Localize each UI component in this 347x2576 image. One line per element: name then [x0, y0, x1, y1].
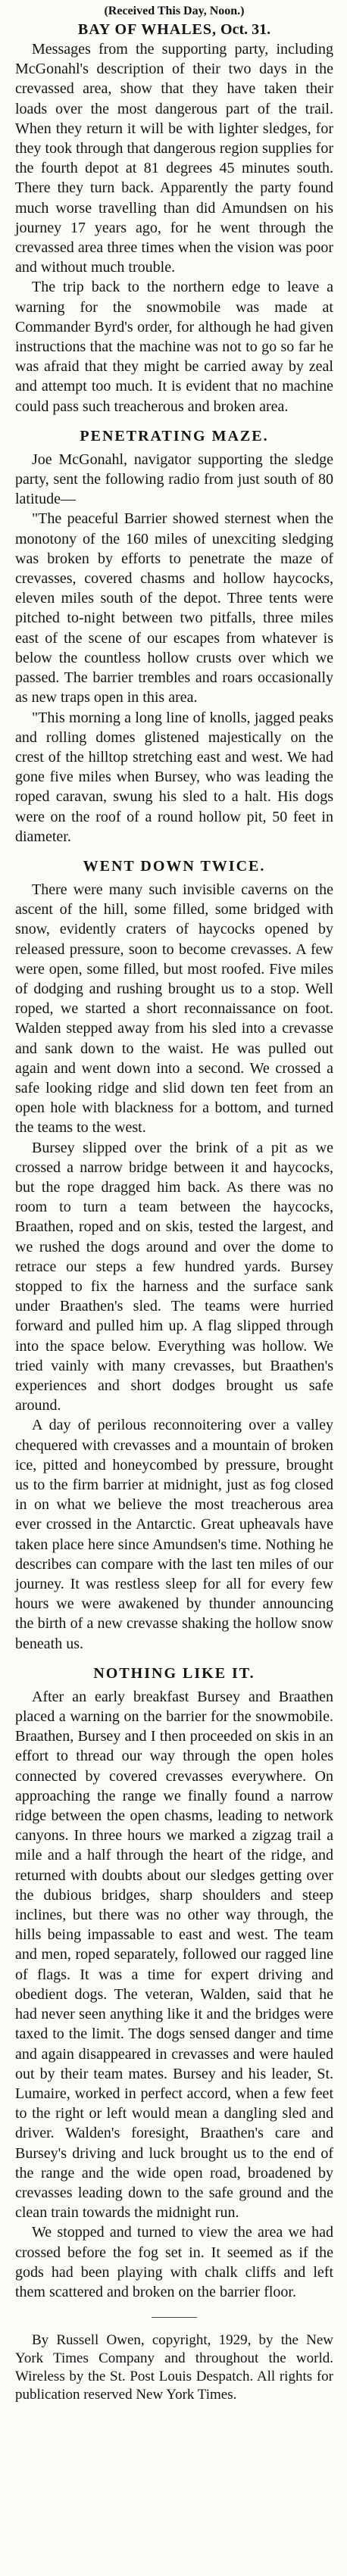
dateline-date: Oct. 31. — [220, 21, 271, 38]
paragraph: "The peaceful Barrier showed sternest when the monotony of the 160 miles of unexciting sledging was broken by efforts to penetrate the maze of crevasses, covered chasms and hollow haycocks, eleven miles south of the depot. Three tents were pitched to-night between two pitfalls, three miles east of the scene of our escapes from whatever is below the countless hollow crusts over which we passed. The barrier trembles and roars occasionally as new traps open in this area. — [15, 510, 333, 706]
section-heading-went-down-twice: WENT DOWN TWICE. — [83, 857, 266, 875]
paragraph: Messages from the supporting party, including McGonahl's description of their two days in the crevassed area, show that they have taken their loads over the most dangerous part of the trail. When they return it will be with lighter sledges, for they took through that dangerous region supplies for the fourth depot at 81 degrees 45 minutes south. There they turn back. Apparently the party found much worse travelling than did Amundsen on his journey 17 years ago, for he went through the crevassed area three times when the vision was poor and without much trouble. — [15, 41, 333, 276]
section-heading-penetrating-maze: PENETRATING MAZE. — [80, 427, 269, 444]
paragraph: We stopped and turned to view the area we had crossed before the fog set in. It seemed as if the gods had been playing with chalk cliffs and left them scattered and broken on the barrier floor. — [15, 2224, 333, 2300]
article-headline: BAY OF WHALES, — [77, 21, 217, 38]
opening-dateline — [15, 20, 333, 39]
received-notice: (Received This Day, Noon.) — [104, 5, 245, 17]
paragraph: The trip back to the northern edge to leave a warning for the snowmobile was made at Commander Byrd's order, for although he had given instructions that the machine was not to go so far he was afraid that they might be carried away by zeal and attempt too much. It is evident that no machine could pass such treacherous and broken area. — [15, 279, 333, 415]
paragraph: Joe McGonahl, navigator supporting the sledge party, sent the following radio from just south of 80 latitude— — [15, 451, 333, 508]
divider — [152, 2317, 197, 2318]
paragraph: There were many such invisible caverns on the ascent of the hill, some filled, some bridged with snow, evidently craters of haycocks opened by released pressure, soon to become crevasses. A few were open, some filled, but most roofed. Five miles of dodging and rushing brought us to a stop. Well roped, we started a short reconnaissance on foot. Walden stepped away from his sled into a crevasse and sank down to the waist. He was pulled out again and went down into a second. We crossed a safe looking ridge and slid down ten feet from an open hole with blackness for a bottom, and turned the teams to the west. — [15, 881, 333, 1137]
copyright-credit: By Russell Owen, copyright, 1929, by the New York Times Company and throughout the world. Wireless by the St. Post Louis Despatch. All rights for publication reserved New York Times. — [15, 2332, 333, 2403]
paragraph: "This morning a long line of knolls, jagged peaks and rolling domes glistened majestically on the crest of the hilltop stretching east and west. We had gone five miles when Bursey, who was leading the roped caravan, swung his sled to a halt. His dogs were on the roof of a round hollow pit, 50 feet in diameter. — [15, 709, 333, 845]
section-heading-nothing-like-it: NOTHING LIKE IT. — [93, 1664, 255, 1682]
paragraph: Bursey slipped over the brink of a pit as we crossed a narrow bridge between it and haycocks, but the rope dragged him back. As there was no room to turn a team between the haycocks, Braathen, roped and on skis, tested the largest, and we rushed the dogs around and over the dome to retrace our steps a few hundred yards. Bursey stopped to fix the harness and the surface sank under Braathen's sled. The teams were hurried forward and pulled him up. A flag slipped through into the space below. Everything was hollow. We tried vainly with many crevasses, but Braathen's experiences and short dodges brought us safe around. — [15, 1139, 333, 1414]
paragraph: A day of perilous reconnoitering over a valley chequered with crevasses and a mountain of broken ice, pitted and honeycombed by pressure, brought us to the firm barrier at midnight, just as fog closed in on what we believe the most treacherous area ever crossed in the Antarctic. Great upheavals have taken place here since Amundsen's time. Nothing he describes can compare with the last ten miles of our journey. It was restless sleep for all for every few hours we were awakened by thunder announcing the birth of a new crevasse shaking the hollow snow beneath us. — [15, 1417, 333, 1652]
paragraph: After an early breakfast Bursey and Braathen placed a warning on the barrier for the snowmobile. Braathen, Bursey and I then proceeded on skis in an effort to thread our way through the open holes connected by covered crevasses everywhere. On approaching the range we finally found a narrow ridge between the open chasms, leading to network canyons. In three hours we marked a zigzag trail a mile and a half through the heart of the ridge, and returned with doubts about our sledges getting over the dubious bridges, sharp shoulders and steep inclines, but there was no other way through, the hills being impassable to east and west. The team and men, roped separately, followed our ragged line of flags. It was a time for expert driving and obedient dogs. The veteran, Walden, said that he had never seen anything like it and the bridges were taxed to the limit. The dogs sensed danger and time and again disappeared in crevasses and were hauled out by their team mates. Bursey and his leader, St. Lumaire, worked in perfect accord, when a few feet to the right or left would mean a dangling sled and driver. Walden's foresight, Braathen's care and Bursey's driving and luck brought us to the end of the range and the wide open road, broadened by crevasses leading down to the safe ground and the clean train towards the midnight run. — [15, 1688, 333, 2222]
